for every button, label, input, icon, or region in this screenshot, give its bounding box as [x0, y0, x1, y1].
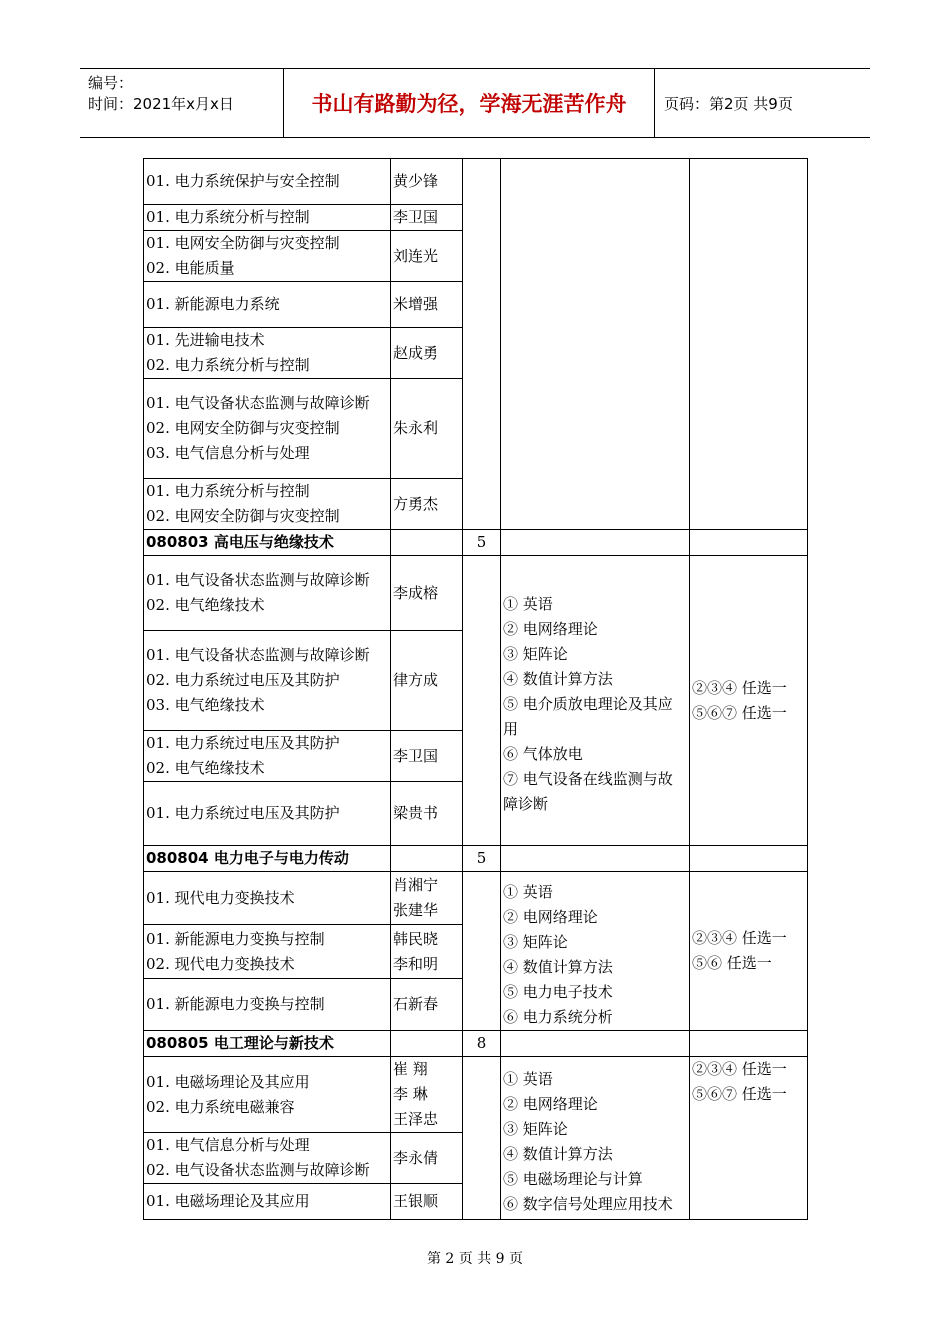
direction-item: 01. 电磁场理论及其应用 — [146, 1192, 310, 1210]
supervisor-names — [391, 479, 463, 530]
research-directions — [144, 159, 391, 205]
supervisor-name: 李和明 — [393, 954, 439, 973]
course-item: ④ 数值计算方法 — [503, 670, 613, 688]
section-credits: 8 — [463, 1031, 501, 1057]
direction-item: 01. 电网安全防御与灾变控制 — [146, 234, 340, 252]
research-directions — [144, 1133, 391, 1184]
course-item: ④ 数值计算方法 — [503, 1145, 613, 1163]
section-note-cell — [690, 846, 808, 872]
supervisor-names — [391, 731, 463, 782]
direction-item: 02. 电网安全防御与灾变控制 — [146, 419, 340, 437]
supervisor-names — [391, 872, 463, 925]
course-item: ③ 矩阵论 — [503, 645, 568, 663]
credits-cell — [463, 1057, 501, 1220]
elective-rule: ⑤⑥⑦ 任选一 — [692, 1085, 787, 1103]
direction-item: 02. 电力系统过电压及其防护 — [146, 671, 340, 689]
elective-rule: ②③④ 任选一 — [692, 1060, 787, 1078]
supervisor-name: 王银顺 — [393, 1192, 439, 1210]
supervisor-name: 李卫国 — [393, 208, 439, 226]
supervisor-names — [391, 231, 463, 282]
direction-item: 01. 先进输电技术 — [146, 331, 265, 349]
course-item: ④ 数值计算方法 — [503, 958, 613, 976]
supervisor-name: 李卫国 — [393, 746, 439, 765]
supervisor-names — [391, 205, 463, 231]
supervisor-names — [391, 379, 463, 479]
supervisor-names — [391, 556, 463, 631]
research-directions — [144, 1057, 391, 1133]
curriculum-table-body — [144, 159, 808, 1220]
credits-cell — [463, 159, 501, 530]
elective-note — [690, 1057, 808, 1220]
direction-item: 02. 电力系统分析与控制 — [146, 356, 310, 374]
direction-item: 01. 电力系统过电压及其防护 — [146, 804, 340, 822]
direction-item: 01. 电气设备状态监测与故障诊断 — [146, 394, 370, 412]
direction-item: 02. 现代电力变换技术 — [146, 954, 295, 973]
supervisor-names — [391, 328, 463, 379]
research-directions — [144, 782, 391, 846]
course-list — [501, 1057, 690, 1220]
research-directions — [144, 282, 391, 328]
supervisor-names — [391, 1133, 463, 1184]
direction-item: 01. 电气设备状态监测与故障诊断 — [146, 646, 370, 664]
supervisor-name: 方勇杰 — [393, 494, 439, 513]
direction-item: 02. 电力系统电磁兼容 — [146, 1097, 295, 1116]
research-directions — [144, 205, 391, 231]
direction-item: 01. 现代电力变换技术 — [146, 888, 295, 907]
supervisor-names — [391, 282, 463, 328]
section-credits: 5 — [463, 530, 501, 556]
elective-note — [690, 556, 808, 846]
supervisor-name: 石新春 — [393, 994, 439, 1013]
research-directions — [144, 231, 391, 282]
supervisor-name: 李 琳 — [393, 1085, 428, 1103]
supervisor-names — [391, 925, 463, 978]
research-directions — [144, 731, 391, 782]
page-footer: 第 2 页 共 9 页 — [426, 1251, 524, 1267]
research-directions — [144, 328, 391, 379]
section-title: 080803 高电压与绝缘技术 — [144, 530, 391, 556]
section-credits: 5 — [463, 846, 501, 872]
supervisor-names — [391, 782, 463, 846]
research-directions — [144, 379, 391, 479]
supervisor-name: 李永倩 — [393, 1148, 439, 1167]
supervisor-name: 梁贵书 — [393, 804, 439, 822]
elective-rule: ②③④ 任选一 — [692, 929, 787, 947]
supervisor-names — [391, 1057, 463, 1133]
direction-row — [144, 556, 808, 631]
research-directions — [144, 1184, 391, 1220]
elective-rule: ②③④ 任选一 — [692, 678, 787, 697]
curriculum-table — [143, 158, 808, 1220]
course-item: ③ 矩阵论 — [503, 933, 568, 951]
credits-cell — [463, 872, 501, 1031]
supervisor-name: 赵成勇 — [393, 343, 439, 362]
direction-item: 01. 新能源电力系统 — [146, 295, 280, 313]
section-course-cell — [501, 530, 690, 556]
elective-rule: ⑤⑥ 任选一 — [692, 954, 772, 972]
number-label: 编号： — [88, 74, 134, 92]
elective-note — [690, 159, 808, 530]
course-item: ① 英语 — [503, 883, 553, 901]
header-page-label: 页码：第2页 共9页 — [664, 94, 793, 113]
course-item: ② 电网络理论 — [503, 1095, 598, 1113]
direction-item: 01. 电气设备状态监测与故障诊断 — [146, 571, 370, 589]
course-list — [501, 159, 690, 530]
direction-item: 03. 电气信息分析与处理 — [146, 444, 310, 462]
course-item: ⑤ 电力电子技术 — [503, 983, 613, 1001]
header-motto: 书山有路勤为径，学海无涯苦作舟 — [283, 69, 655, 137]
direction-item: 02. 电能质量 — [146, 259, 235, 277]
course-list — [501, 872, 690, 1031]
section-header-row — [144, 1031, 808, 1057]
section-header-row — [144, 530, 808, 556]
research-directions — [144, 631, 391, 731]
section-teacher-cell — [391, 846, 463, 872]
direction-item: 01. 电力系统分析与控制 — [146, 208, 310, 226]
course-item: ⑤ 电磁场理论与计算 — [503, 1170, 643, 1188]
section-note-cell — [690, 1031, 808, 1057]
supervisor-name: 律方成 — [393, 671, 439, 689]
supervisor-name: 肖湘宁 — [393, 876, 439, 895]
direction-row — [144, 1057, 808, 1133]
supervisor-name: 李成榕 — [393, 583, 439, 602]
direction-item: 01. 新能源电力变换与控制 — [146, 929, 325, 948]
direction-item: 02. 电气绝缘技术 — [146, 596, 265, 614]
course-item: ⑥ 数字信号处理应用技术 — [503, 1195, 673, 1213]
direction-item: 02. 电气设备状态监测与故障诊断 — [146, 1161, 370, 1179]
direction-item: 01. 电力系统分析与控制 — [146, 482, 310, 500]
supervisor-name: 崔 翔 — [393, 1060, 428, 1078]
course-item: ② 电网络理论 — [503, 908, 598, 926]
course-item: ③ 矩阵论 — [503, 1120, 568, 1138]
elective-note — [690, 872, 808, 1031]
section-title: 080804 电力电子与电力传动 — [144, 846, 391, 872]
course-item: ① 英语 — [503, 1070, 553, 1088]
section-teacher-cell — [391, 530, 463, 556]
research-directions — [144, 479, 391, 530]
supervisor-name: 王泽忠 — [393, 1110, 439, 1128]
supervisor-name: 米增强 — [393, 295, 439, 313]
course-list — [501, 556, 690, 846]
supervisor-names — [391, 1184, 463, 1220]
credits-cell — [463, 556, 501, 846]
page-header — [80, 68, 870, 138]
direction-item: 02. 电气绝缘技术 — [146, 759, 265, 777]
supervisor-name: 韩民晓 — [393, 929, 439, 948]
section-course-cell — [501, 846, 690, 872]
direction-row — [144, 159, 808, 205]
header-meta — [88, 73, 283, 135]
research-directions — [144, 978, 391, 1030]
section-note-cell — [690, 530, 808, 556]
direction-item: 01. 新能源电力变换与控制 — [146, 994, 325, 1013]
direction-row — [144, 872, 808, 925]
course-item: ⑥ 气体放电 — [503, 745, 583, 763]
supervisor-names — [391, 159, 463, 205]
supervisor-names — [391, 978, 463, 1030]
direction-item: 01. 电磁场理论及其应用 — [146, 1072, 310, 1091]
direction-item: 02. 电网安全防御与灾变控制 — [146, 507, 340, 525]
direction-item: 03. 电气绝缘技术 — [146, 696, 265, 714]
course-item: ⑥ 电力系统分析 — [503, 1008, 613, 1026]
time-label: 时间：2021年x月x日 — [88, 95, 234, 113]
research-directions — [144, 556, 391, 631]
direction-item: 01. 电气信息分析与处理 — [146, 1136, 310, 1154]
course-item: ① 英语 — [503, 595, 553, 613]
course-item: ⑤ 电介质放电理论及其应用 — [503, 695, 673, 738]
research-directions — [144, 925, 391, 978]
supervisor-name: 朱永利 — [393, 419, 439, 437]
supervisor-name: 黄少锋 — [393, 172, 439, 190]
elective-rule: ⑤⑥⑦ 任选一 — [692, 703, 787, 722]
section-course-cell — [501, 1031, 690, 1057]
course-item: ⑦ 电气设备在线监测与故障诊断 — [503, 770, 673, 813]
section-header-row — [144, 846, 808, 872]
course-item: ② 电网络理论 — [503, 620, 598, 638]
direction-item: 01. 电力系统过电压及其防护 — [146, 734, 340, 752]
research-directions — [144, 872, 391, 925]
supervisor-name: 张建华 — [393, 901, 439, 920]
supervisor-names — [391, 631, 463, 731]
section-title: 080805 电工理论与新技术 — [144, 1031, 391, 1057]
section-teacher-cell — [391, 1031, 463, 1057]
supervisor-name: 刘连光 — [393, 246, 439, 265]
direction-item: 01. 电力系统保护与安全控制 — [146, 172, 340, 190]
